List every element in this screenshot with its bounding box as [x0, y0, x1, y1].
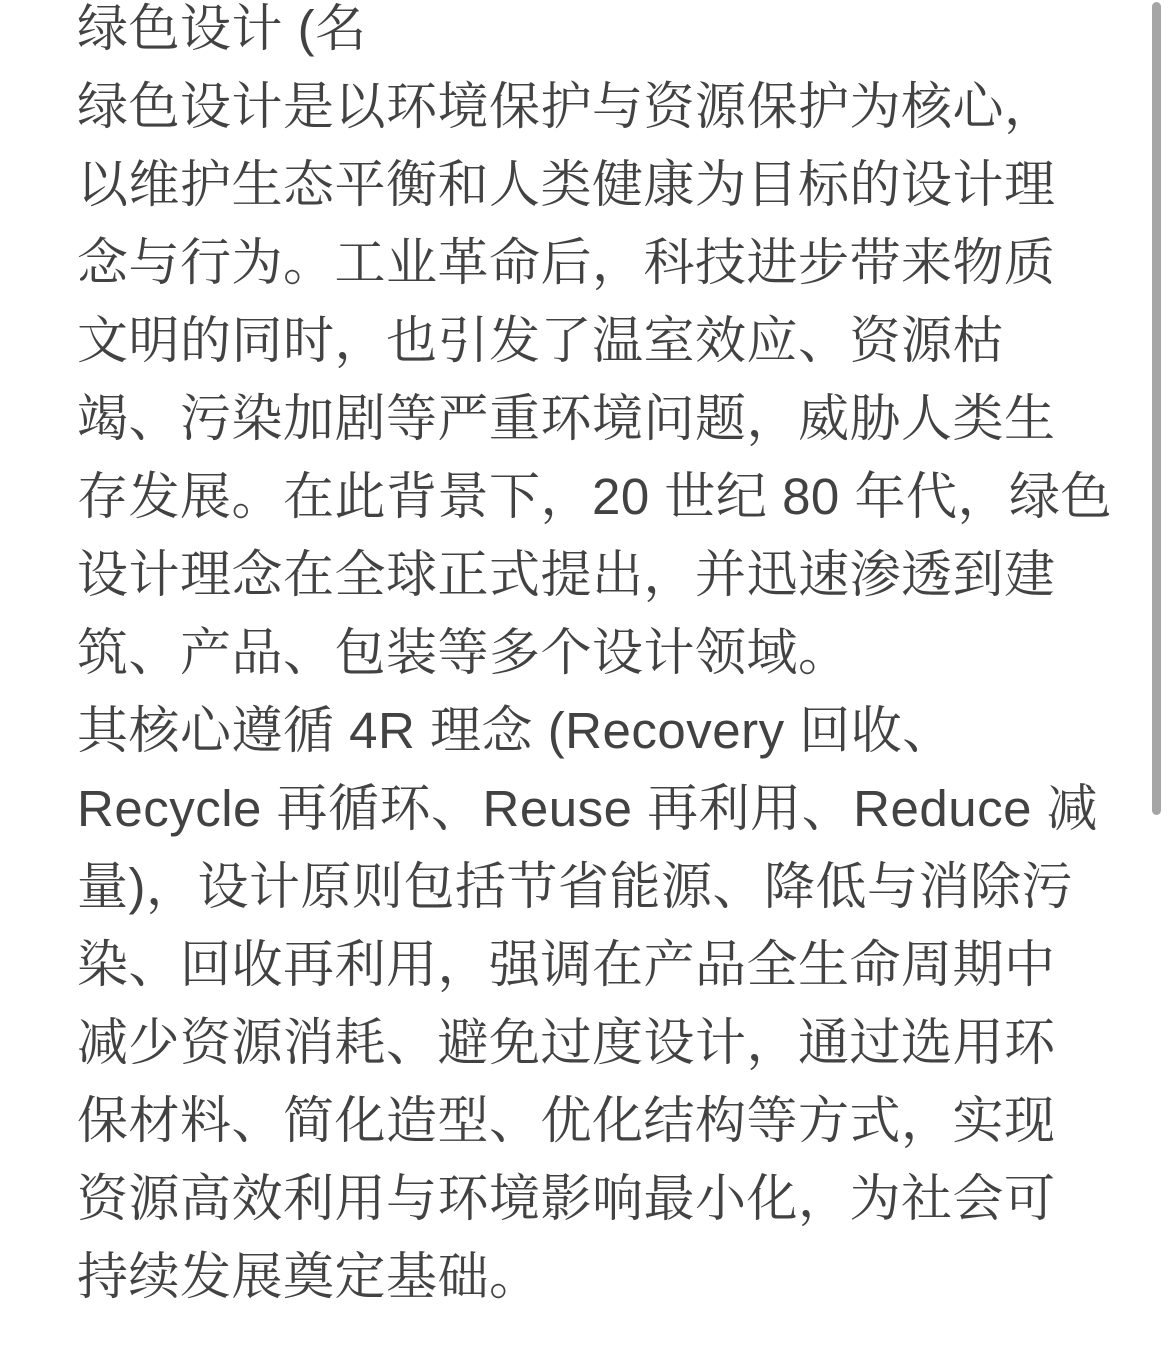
text-line: 其核心遵循 4R 理念 (Recovery 回收、: [77, 702, 954, 759]
scrollbar-thumb[interactable]: [1152, 2, 1161, 815]
article-text: [77, 0, 1117, 1316]
text-line: 持续发展奠定基础。: [77, 1248, 541, 1305]
text-line: 以维护生态平衡和人类健康为目标的设计理: [77, 156, 1056, 213]
text-line: 染、回收再利用，强调在产品全生命周期中: [77, 936, 1056, 993]
text-line: 减少资源消耗、避免过度设计，通过选用环: [77, 1014, 1056, 1071]
page-title: 绿色设计 (名: [77, 0, 367, 57]
text-line: 文明的同时，也引发了温室效应、资源枯: [77, 312, 1005, 369]
scrollbar-track: [1152, 0, 1161, 1370]
text-line: 念与行为。工业革命后，科技进步带来物质: [77, 234, 1056, 291]
text-line: 存发展。在此背景下，20 世纪 80 年代，绿色: [77, 468, 1112, 525]
text-line: 竭、污染加剧等严重环境问题，威胁人类生: [77, 390, 1056, 447]
text-line: 量)，设计原则包括节省能源、降低与消除污: [77, 858, 1073, 915]
text-line: 设计理念在全球正式提出，并迅速渗透到建: [77, 546, 1056, 603]
text-line: 资源高效利用与环境影响最小化，为社会可: [77, 1170, 1056, 1227]
text-line: 绿色设计是以环境保护与资源保护为核心，: [77, 78, 1056, 135]
text-line: 保材料、简化造型、优化结构等方式，实现: [77, 1092, 1056, 1149]
text-line: Recycle 再循环、Reuse 再利用、Reduce 减: [77, 780, 1099, 837]
text-line: 筑、产品、包装等多个设计领域。: [77, 624, 850, 681]
